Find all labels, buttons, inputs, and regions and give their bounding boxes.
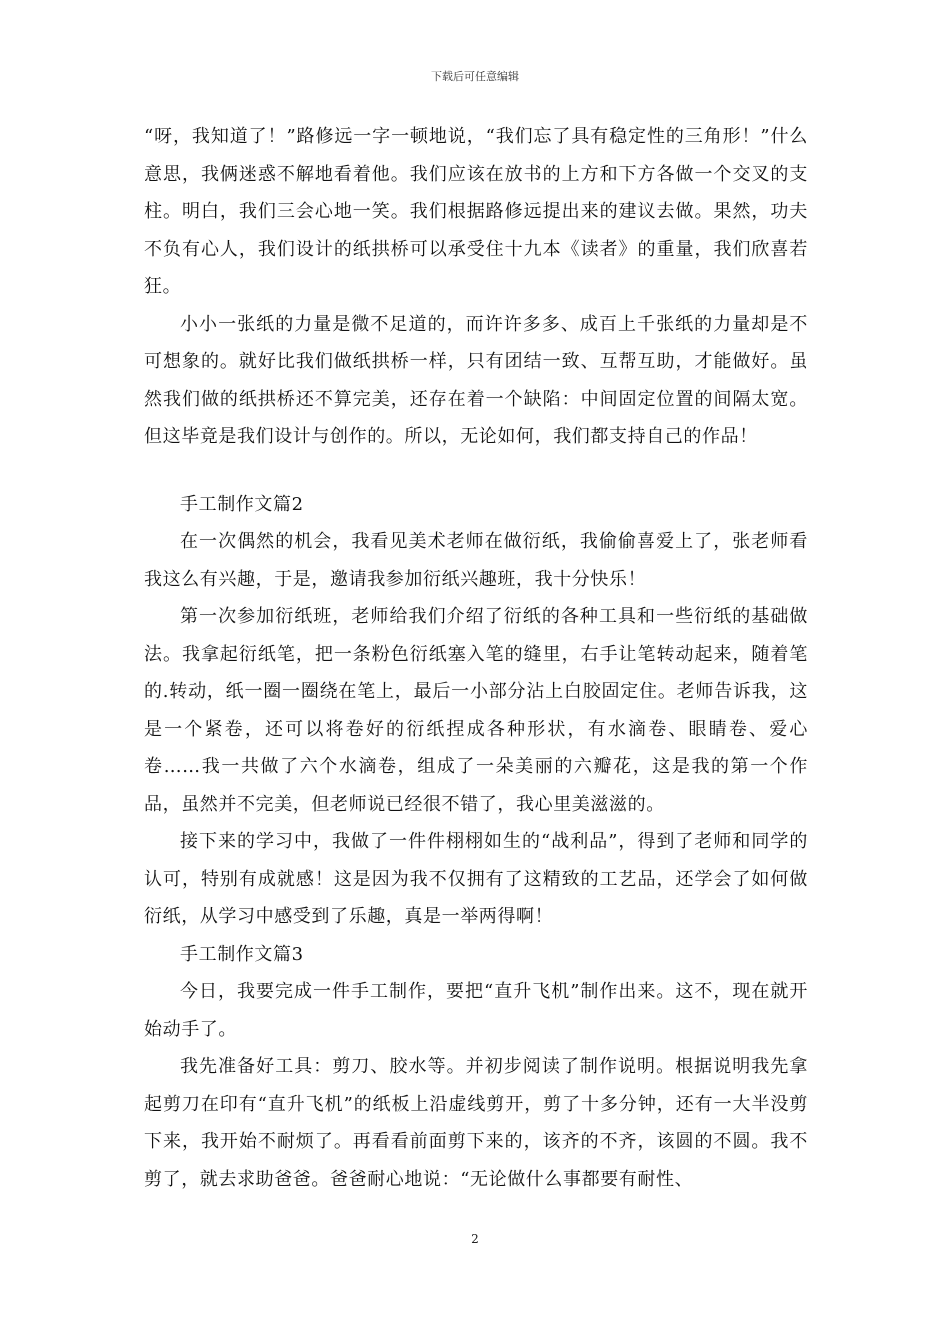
paragraph-2: 小小一张纸的力量是微不足道的，而许许多多、成百上千张纸的力量却是不可想象的。就好比我们做纸拱桥一样，只有团结一致、互帮互助，才能做好。虽然我们做的纸拱桥还不算完美，还存在着一个缺陷：中间固定位置的间隔太宽。但这毕竟是我们设计与创作的。所以，无论如何，我们都支持自己的作品！ (144, 313, 808, 447)
paragraph-4: 第一次参加衍纸班，老师给我们介绍了衍纸的各种工具和一些衍纸的基础做法。我拿起衍纸笔，把一条粉色衍纸塞入笔的缝里，右手让笔转动起来，随着笔的.转动，纸一圈一圈绕在笔上，最后一小部分沾上白胶固定住。老师告诉我，这是一个紧卷，还可以将卷好的衍纸捏成各种形状，有水滴卷、眼睛卷、爱心卷……我一共做了六个水滴卷，组成了一朵美丽的六瓣花，这是我的第一个作品，虽然并不完美，但老师说已经很不错了，我心里美滋滋的。 (144, 606, 808, 815)
section-gap (144, 456, 808, 486)
document-body (144, 118, 808, 1198)
paragraph-7: 我先准备好工具：剪刀、胶水等。并初步阅读了制作说明。根据说明我先拿起剪刀在印有“直升飞机”的纸板上沿虚线剪开，剪了十多分钟，还有一大半没剪下来，我开始不耐烦了。再看看前面剪下来的，该齐的不齐，该圆的不圆。我不剪了，就去求助爸爸。爸爸耐心地说：“无论做什么事都要有耐性、 (144, 1056, 808, 1190)
section-heading-2: 手工制作文篇2 (180, 493, 304, 515)
page-number: 2 (471, 1232, 479, 1246)
paragraph-1: “呀，我知道了！”路修远一字一顿地说，“我们忘了具有稳定性的三角形！”什么意思，我俩迷惑不解地看着他。我们应该在放书的上方和下方各做一个交叉的支柱。明白，我们三会心地一笑。我们根据路修远提出来的建议去做。果然，功夫不负有心人，我们设计的纸拱桥可以承受住十九本《读者》的重量，我们欣喜若狂。 (144, 126, 808, 297)
paragraph-5: 接下来的学习中，我做了一件件栩栩如生的“战利品”，得到了老师和同学的认可，特别有成就感！这是因为我不仅拥有了这精致的工艺品，还学会了如何做衍纸，从学习中感受到了乐趣，真是一举两得啊！ (144, 831, 808, 927)
paragraph-6: 今日，我要完成一件手工制作，要把“直升飞机”制作出来。这不，现在就开始动手了。 (144, 981, 808, 1040)
paragraph-3: 在一次偶然的机会，我看见美术老师在做衍纸，我偷偷喜爱上了，张老师看我这么有兴趣，于是，邀请我参加衍纸兴趣班，我十分快乐！ (144, 531, 808, 590)
page-header: 下载后可任意编辑 (431, 70, 519, 83)
section-heading-3: 手工制作文篇3 (180, 943, 304, 965)
